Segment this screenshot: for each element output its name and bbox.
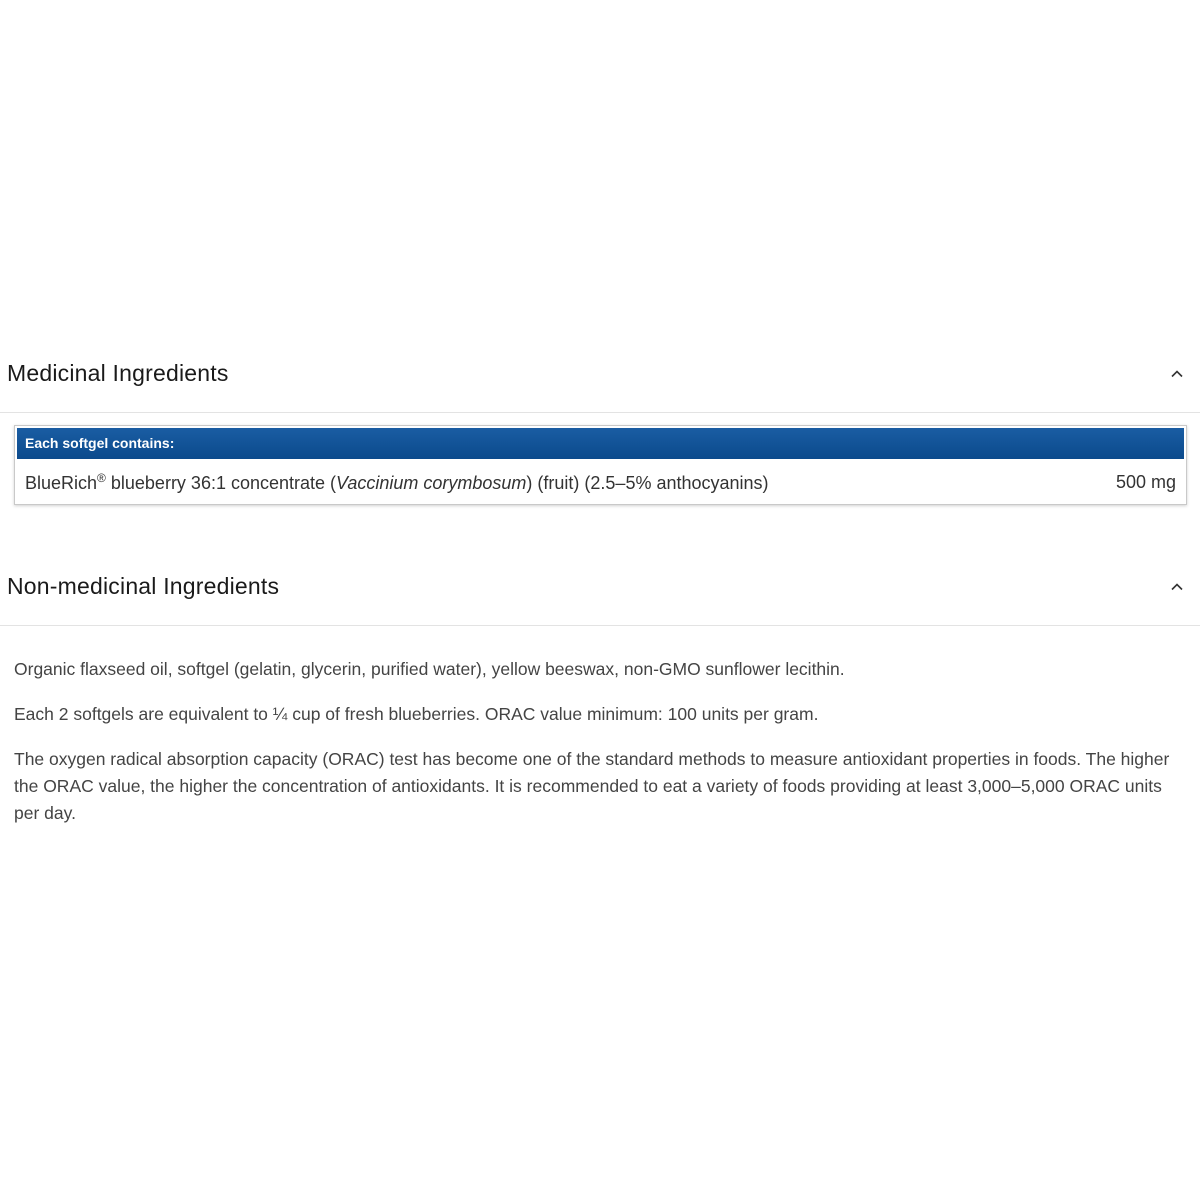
non-medicinal-paragraph: Each 2 softgels are equivalent to ¼ cup of fresh blueberries. ORAC value minimum: 100 units per gram. [14,704,819,724]
non-medicinal-paragraph: The oxygen radical absorption capacity (ORAC) test has become one of the standard methods to measure antioxidant properties in foods. The higher the ORAC value, the higher the concentration of antioxidants. It is recommended to eat a variety of foods providing at least 3,000–5,000 ORAC units per day. [14,749,1170,823]
ingredient-description: blueberry 36:1 concentrate ( [105,473,337,493]
ingredient-amount: 500 mg [1115,472,1176,492]
table-row [15,460,1186,504]
non-medicinal-ingredients-title: Non-medicinal Ingredients [7,573,280,599]
ingredient-table [14,425,1187,505]
ingredient-name [25,473,769,494]
registered-mark: ® [97,471,106,485]
brand-name: BlueRich [25,473,98,493]
non-medicinal-content [14,656,1174,845]
medicinal-ingredients-title: Medicinal Ingredients [7,360,229,386]
latin-name: Vaccinium corymbosum [336,473,527,493]
chevron-up-icon[interactable] [1170,580,1184,594]
ingredient-details: ) (fruit) (2.5–5% anthocyanins) [526,473,769,493]
non-medicinal-ingredients-header[interactable] [0,563,1200,626]
medicinal-ingredients-header[interactable] [0,350,1200,413]
non-medicinal-paragraph: Organic flaxseed oil, softgel (gelatin, glycerin, purified water), yellow beeswax, non-GMO sunflower lecithin. [14,659,845,679]
table-header: Each softgel contains: [17,428,1184,459]
chevron-up-icon[interactable] [1170,367,1184,381]
